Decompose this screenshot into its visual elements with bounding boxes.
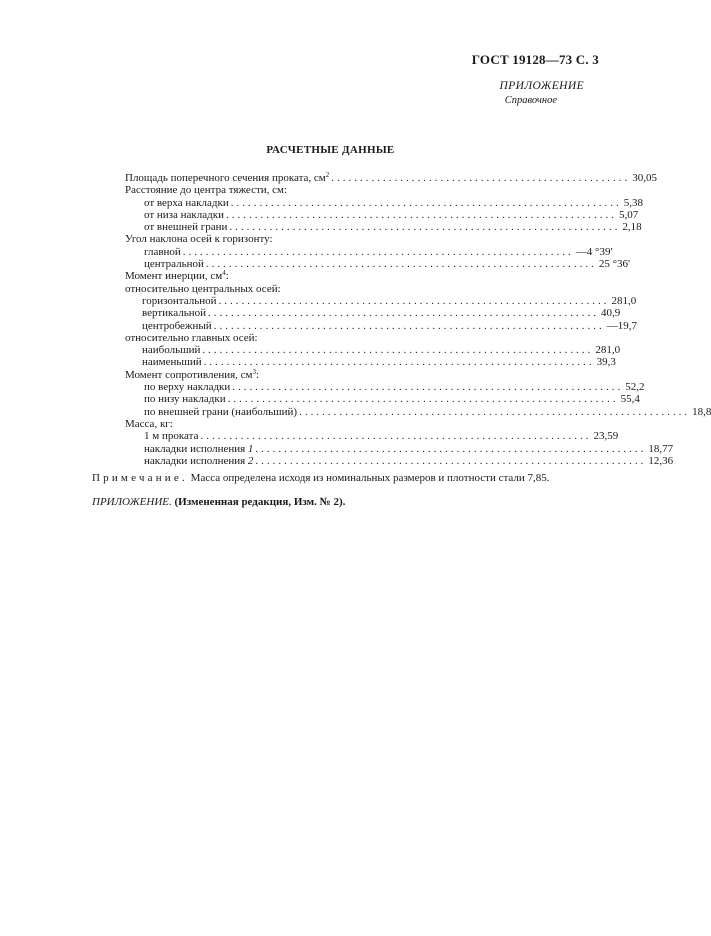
row-label: от верха накладки [144,196,229,209]
row-label: центральной [144,258,204,271]
row-label: Площадь поперечного сечения проката, $см^2$ [125,171,330,184]
row-value: 281,0 [595,344,621,357]
leader-dots: .................................................................... [230,196,622,209]
row-label: от внешней грани [144,221,228,234]
leader-dots: .................................................................... [255,454,647,467]
row-label: Момент инерции, $см^4$: [125,269,229,283]
leader-dots: .................................................................... [232,381,624,394]
appendix-subtitle: Справочное [504,95,557,106]
data-subheading [125,283,469,295]
row-label: наименьший [142,356,202,369]
row-value: 30,05 [632,172,658,184]
data-row [125,258,631,271]
row-value: 12,36 [648,454,674,467]
data-row [125,221,642,234]
row-value: 23,59 [593,430,619,443]
leader-dots: .................................................................... [227,393,619,406]
leader-dots: .................................................................... [203,356,595,369]
data-heading [125,184,469,196]
document-reference: ГОСТ 19128—73 С. 3 [471,52,599,67]
row-label: по внешней грани (наибольший) [144,405,298,418]
data-row [125,171,658,184]
leader-dots: .................................................................... [213,319,605,332]
data-row [125,294,637,307]
data-row [125,307,621,320]
row-value: 40,9 [601,307,621,320]
data-row [125,208,639,221]
note-paragraph [92,472,612,484]
row-label: относительно главных осей: [125,331,258,344]
leader-dots: .................................................................... [208,307,599,320]
leader-dots: .................................................................... [225,208,617,221]
note-text: Масса определена исходя из номинальных размеров и плотности стали 7,85. [190,472,550,484]
data-row [125,196,643,209]
row-label: Масса, кг: [125,417,173,430]
row-value: —19,7 [606,319,637,332]
leader-dots: .................................................................... [205,258,597,271]
leader-dots: .................................................................... [200,430,592,443]
data-row [125,454,674,467]
data-row [125,344,621,357]
row-label: горизонтальной [142,294,217,307]
data-heading [125,233,469,245]
row-label: Расстояние до центра тяжести, см: [125,184,288,197]
edition-change: (Измененная редакция, Изм. № 2). [174,496,346,508]
data-subheading [125,332,469,344]
leader-dots: .................................................................... [182,245,574,258]
row-label: вертикальной [142,307,206,320]
leader-dots: .................................................................... [202,344,594,357]
row-value: 52,2 [625,381,645,394]
data-row [125,442,674,455]
edition-label: ПРИЛОЖЕНИЕ. [92,496,172,508]
row-value: 5,07 [618,208,639,221]
data-heading [125,270,469,282]
leader-dots: .................................................................... [218,294,610,307]
leader-dots: .................................................................... [299,405,691,418]
data-heading [125,369,469,381]
row-value: 25 °36′ [598,258,631,271]
row-value: 18,77 [648,442,674,455]
row-label: относительно центральных осей: [125,282,281,295]
leader-dots: .................................................................... [229,221,621,234]
row-value: —4 °39′ [575,245,613,258]
data-row [125,393,640,406]
row-value: 39,3 [596,356,616,369]
data-row [125,381,645,394]
row-label: по низу накладки [144,393,226,406]
data-row [125,319,637,332]
row-value: 2,18 [622,221,642,234]
row-label: 1 м проката [144,430,199,443]
row-label: главной [144,245,181,258]
row-label: накладки исполнения 1 [144,442,254,455]
data-row [125,356,616,369]
calculation-data-list [125,171,711,467]
data-row [125,405,711,418]
note-prefix: Примечание. [92,472,188,484]
appendix-label: ПРИЛОЖЕНИЕ [499,80,584,92]
row-label: центробежный [142,319,212,332]
row-label: наибольший [142,344,201,357]
row-label: накладки исполнения 2 [144,454,254,467]
leader-dots: .................................................................... [255,442,647,455]
row-label: по верху накладки [144,381,231,394]
data-heading [125,418,469,430]
row-label: Момент сопротивления, $см^3$: [125,367,260,381]
row-label: от низа накладки [144,208,224,221]
data-row [125,245,613,258]
row-value: 5,38 [623,196,643,209]
row-value: 281,0 [611,294,637,307]
leader-dots: .................................................... [331,172,631,184]
data-row [125,430,619,443]
row-value: 18,8 [692,405,711,418]
edition-note [92,496,345,508]
row-label: Угол наклона осей к горизонту: [125,233,273,246]
row-value: 55,4 [620,393,640,406]
section-title: РАСЧЕТНЫЕ ДАННЫЕ [266,144,395,156]
